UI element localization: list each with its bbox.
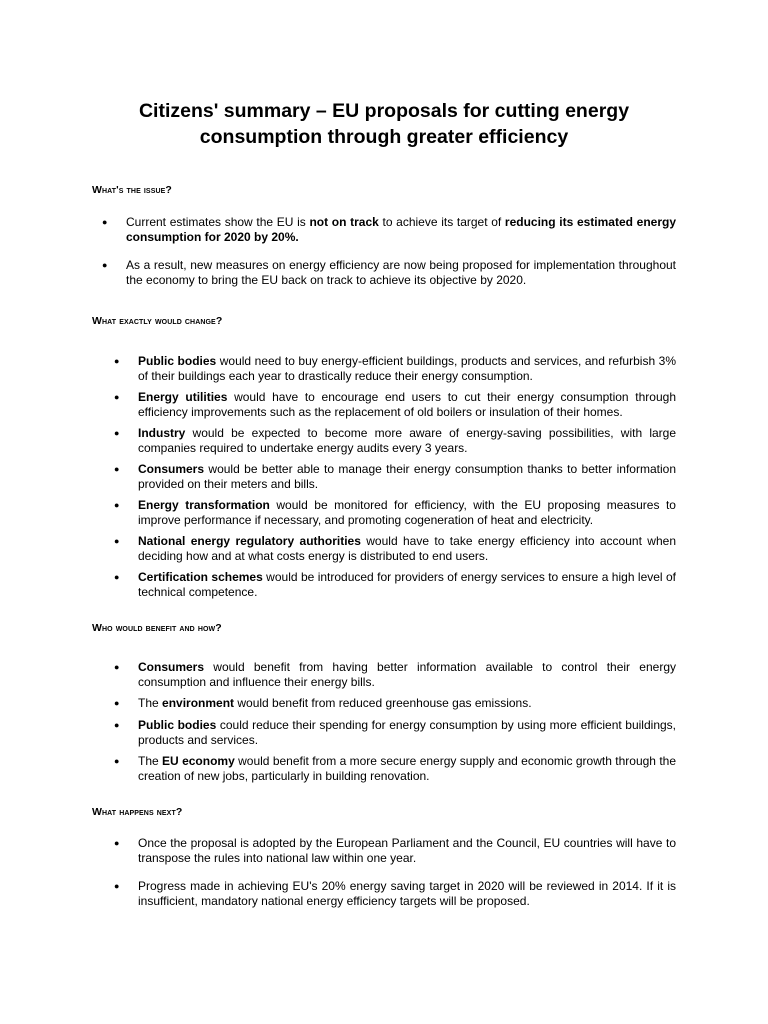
bullet-icon: ● [114, 572, 120, 582]
list-item: ● As a result, new measures on energy efficiency are now being proposed for implementation throughout the economy to bring the EU back on track to achieve its objective by 2020. [102, 258, 676, 287]
bullet-icon: ● [114, 720, 120, 730]
bullet-icon: ● [102, 217, 108, 227]
list-item: ● Consumers would benefit from having better information available to control their energy consumption and influence their energy bills. [114, 660, 676, 689]
list-item: ● Progress made in achieving EU's 20% energy saving target in 2020 will be reviewed in 2014. If it is insufficient, mandatory national energy efficiency targets will be proposed. [114, 879, 676, 908]
bullet-icon: ● [114, 392, 120, 402]
list-item: ● Current estimates show the EU is not on track to achieve its target of reducing its estimated energy consumption for 2020 by 20%. [102, 215, 676, 244]
list-item: ● Energy utilities would have to encourage end users to cut their energy consumption through efficiency improvements such as the replacement of old boilers or insulation of their homes. [114, 390, 676, 419]
bullet-icon: ● [114, 838, 120, 848]
bullet-icon: ● [114, 662, 120, 672]
section-heading-next: What happens next? [92, 806, 183, 818]
list-item: ● The EU economy would benefit from a more secure energy supply and economic growth through the creation of new jobs, particularly in building renovation. [114, 754, 677, 783]
list-item: ● Once the proposal is adopted by the European Parliament and the Council, EU countries will have to transpose the rules into national law within one year. [114, 836, 676, 865]
bullet-icon: ● [114, 698, 120, 708]
bullet-icon: ● [114, 428, 120, 438]
bullet-icon: ● [114, 500, 120, 510]
list-item: ● Public bodies would need to buy energy-efficient buildings, products and services, and refurbish 3% of their buildings each year to drastically reduce their energy consumption. [114, 354, 676, 383]
list-item: ● The environment would benefit from reduced greenhouse gas emissions. [114, 696, 532, 710]
bullet-icon: ● [114, 536, 120, 546]
title-line-1: Citizens' summary – EU proposals for cutting energy [138, 100, 630, 122]
section-heading-issue: What's the issue? [92, 184, 172, 196]
list-item: ● Certification schemes would be introduced for providers of energy services to ensure a high level of technical competence. [114, 570, 676, 599]
list-item: ● Energy transformation would be monitored for efficiency, with the EU proposing measures to improve performance if necessary, and promoting cogeneration of heat and electricity. [114, 498, 676, 527]
bullet-icon: ● [114, 756, 120, 766]
bullet-icon: ● [114, 356, 120, 366]
list-item: ● National energy regulatory authorities would have to take energy efficiency into account when deciding how and at what costs energy is distributed to end users. [114, 534, 676, 563]
list-item: ● Industry would be expected to become more aware of energy-saving possibilities, with large companies required to undertake energy audits every 3 years. [114, 426, 676, 455]
section-heading-change: What exactly would change? [92, 315, 223, 327]
bullet-icon: ● [114, 464, 120, 474]
bullet-icon: ● [114, 881, 120, 891]
section-heading-benefit: Who would benefit and how? [92, 622, 222, 634]
title-line-2: consumption through greater efficiency [199, 126, 569, 148]
document-title [60, 98, 708, 150]
list-item: ● Consumers would be better able to manage their energy consumption thanks to better information provided on their meters and bills. [114, 462, 676, 491]
bullet-icon: ● [102, 260, 108, 270]
list-item: ● Public bodies could reduce their spending for energy consumption by using more efficient buildings, products and services. [114, 718, 676, 747]
